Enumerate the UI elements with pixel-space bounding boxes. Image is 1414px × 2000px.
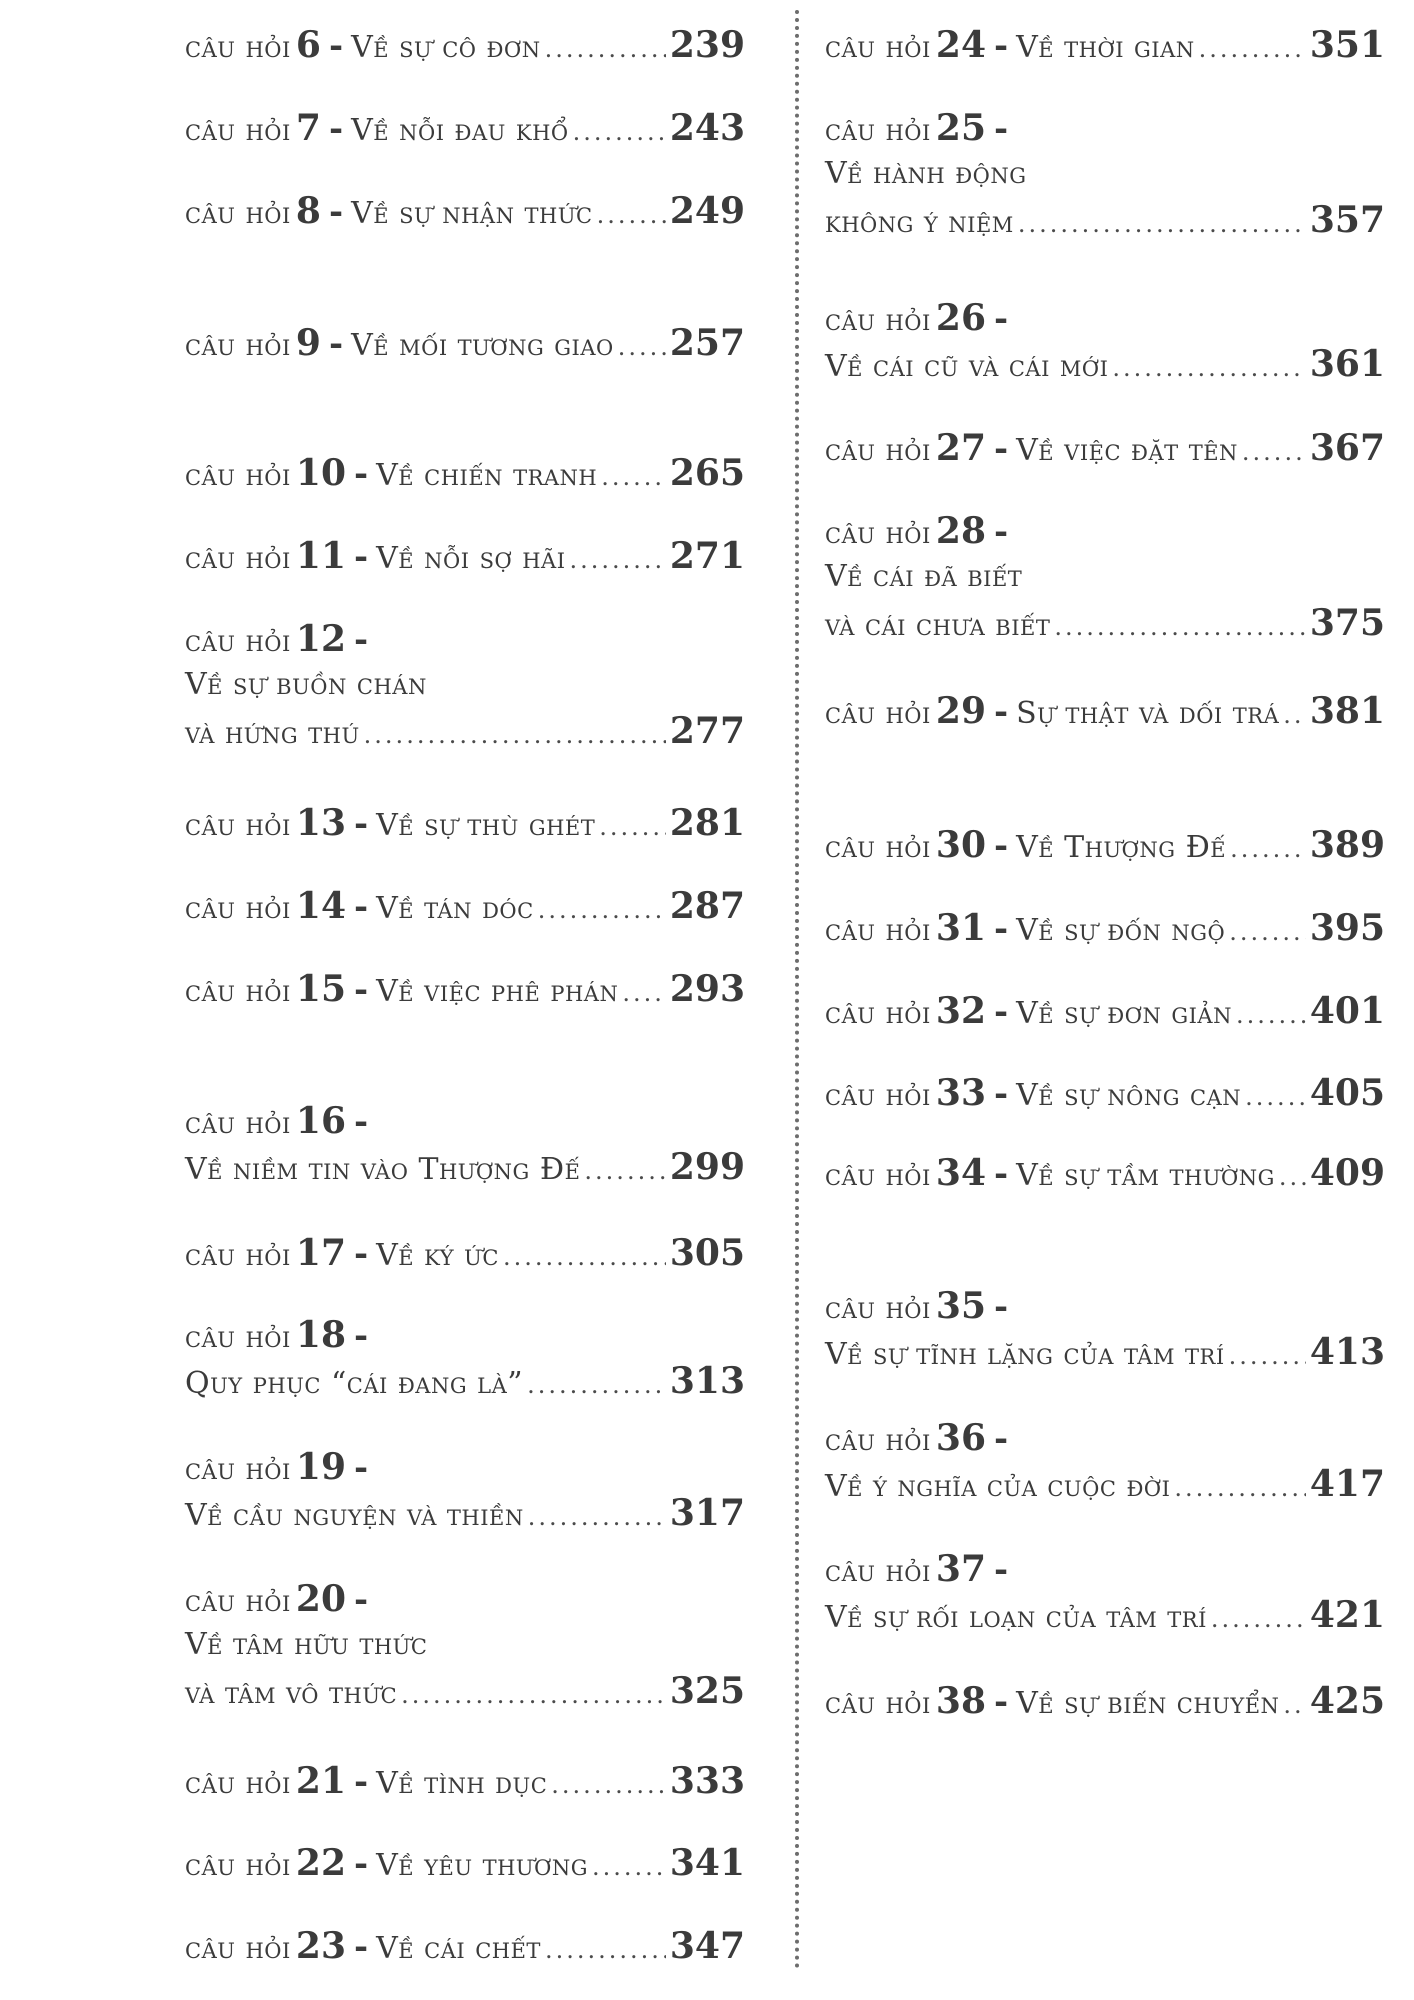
toc-entry[interactable] [825,905,1385,951]
toc-entry[interactable] [825,1150,1385,1196]
toc-entry-heading [185,616,745,662]
leader-dots [1242,429,1306,475]
toc-entry-heading [185,966,745,1012]
leader-dots [503,1234,666,1280]
separator: - [354,1316,369,1356]
toc-entry[interactable] [185,1230,745,1276]
toc-entry[interactable] [825,22,1385,68]
question-title: Về cái cũ và cái mới [825,349,1109,384]
leader-dots [618,324,666,370]
question-prefix: câu hỏi [825,1291,931,1326]
question-number: 19 [295,1446,346,1488]
question-title: Về cầu nguyện và thiền [185,1498,524,1533]
page-number: 249 [669,190,745,232]
question-title: và tâm vô thức [185,1676,398,1711]
leader-dots [570,537,666,583]
question-number: 38 [935,1680,986,1722]
separator: - [354,1448,369,1488]
question-title: Về sự cô đơn [351,30,541,65]
question-title-line1: Về cái đã biết [825,559,1023,594]
separator: - [354,1102,369,1142]
question-prefix: câu hỏi [825,913,931,948]
question-number: 22 [295,1842,346,1884]
question-number: 25 [935,107,986,149]
toc-entry[interactable] [185,1840,745,1886]
toc-entry[interactable] [185,188,745,234]
toc-entry[interactable] [825,988,1385,1034]
toc-entry[interactable] [185,320,745,366]
separator: - [354,1580,369,1620]
question-number: 34 [935,1152,986,1194]
toc-entry-heading [185,883,745,929]
question-title: Quy phục “cái đang là” [185,1366,524,1401]
separator: - [994,1074,1009,1114]
separator: - [994,1682,1009,1722]
toc-entry-title-line [185,1490,745,1536]
leader-dots [1174,1465,1305,1511]
leader-dots [528,1494,666,1540]
leader-dots [592,1844,666,1890]
question-number: 14 [295,885,346,927]
question-title: Về việc phê phán [376,974,619,1009]
question-number: 37 [935,1548,986,1590]
question-title: Về ý nghĩa của cuộc đời [825,1469,1171,1504]
leader-dots [601,454,666,500]
question-title: Về mối tương giao [351,328,614,363]
leader-dots [401,1672,666,1718]
question-prefix: câu hỏi [185,1238,291,1273]
separator: - [354,1927,369,1967]
question-title: Về niềm tin vào Thượng Đế [185,1152,581,1187]
question-number: 23 [295,1925,346,1967]
question-title: và cái chưa biết [825,608,1051,643]
toc-entry[interactable] [825,1070,1385,1116]
leader-dots [599,804,666,850]
toc-entry[interactable] [185,1576,745,1714]
question-title: Về sự rối loạn của tâm trí [825,1600,1207,1635]
toc-entry-title-line [825,197,1385,243]
toc-entry-heading [825,508,1385,554]
question-prefix: câu hỏi [825,113,931,148]
question-number: 18 [295,1314,346,1356]
toc-entry-heading [825,1070,1385,1116]
question-prefix: câu hỏi [825,1686,931,1721]
leader-dots [622,970,666,1016]
toc-entry[interactable] [185,105,745,151]
question-title: Về sự nhận thức [351,196,593,231]
page-number: 243 [669,107,745,149]
question-title: Về nỗi sợ hãi [376,541,566,576]
question-number: 27 [935,427,986,469]
question-title: và hứng thú [185,716,360,751]
toc-entry-heading [185,1576,745,1622]
question-number: 17 [295,1232,346,1274]
toc-entry-heading [825,1150,1385,1196]
leader-dots [1229,1333,1306,1379]
question-number: 33 [935,1072,986,1114]
question-prefix: câu hỏi [825,1078,931,1113]
page-number: 405 [1309,1072,1385,1114]
toc-entry-heading [825,425,1385,471]
question-title: Về sự đốn ngộ [1016,913,1226,948]
toc-entry-title-line [825,151,1385,197]
toc-entry-title-line [185,1144,745,1190]
question-prefix: câu hỏi [185,30,291,65]
separator: - [354,970,369,1010]
separator: - [354,887,369,927]
toc-entry[interactable] [825,1415,1385,1507]
toc-entry[interactable] [825,822,1385,868]
question-title-line1: Về tâm hữu thức [185,1627,428,1662]
separator: - [994,299,1009,339]
page-number: 351 [1309,24,1385,66]
separator: - [994,1154,1009,1194]
separator: - [328,324,344,364]
question-title: Về tán dóc [376,891,534,926]
toc-entry-heading [185,800,745,846]
toc-entry[interactable] [825,1678,1385,1724]
question-prefix: câu hỏi [825,1158,931,1193]
page-number: 409 [1309,1152,1385,1194]
separator: - [994,909,1009,949]
leader-dots [1199,26,1306,72]
question-prefix: câu hỏi [185,974,291,1009]
toc-entry-heading [185,188,745,234]
question-number: 15 [295,968,346,1010]
question-number: 7 [295,107,321,149]
page-number: 293 [669,968,745,1010]
question-number: 10 [295,452,346,494]
page-number: 425 [1309,1680,1385,1722]
question-title: Về yêu thương [376,1848,588,1883]
question-prefix: câu hỏi [185,1931,291,1966]
question-title: Về ký ức [376,1238,499,1273]
question-prefix: câu hỏi [185,624,291,659]
toc-entry-heading [185,1312,745,1358]
question-prefix: câu hỏi [825,996,931,1031]
toc-entry[interactable] [185,800,745,846]
question-number: 36 [935,1417,986,1459]
page-number: 417 [1309,1463,1385,1505]
leader-dots [538,887,666,933]
separator: - [354,1234,369,1274]
toc-entry-title-line [185,1668,745,1714]
question-title: Về sự thù ghét [376,808,596,843]
question-title: Về nỗi đau khổ [351,113,569,148]
question-prefix: câu hỏi [825,1423,931,1458]
separator: - [328,109,344,149]
question-prefix: câu hỏi [185,1766,291,1801]
separator: - [354,537,369,577]
toc-entry-heading [185,1840,745,1886]
question-prefix: câu hỏi [825,830,931,865]
page-number: 367 [1309,427,1385,469]
toc-entry-title-line [825,1461,1385,1507]
toc-entry-heading [825,295,1385,341]
separator: - [328,26,344,66]
separator: - [994,1419,1009,1459]
page-number: 375 [1309,602,1385,644]
page-number: 313 [669,1360,745,1402]
leader-dots [1236,992,1306,1038]
toc-entry[interactable] [185,883,745,929]
question-prefix: câu hỏi [825,696,931,731]
separator: - [994,1287,1009,1327]
page-number: 265 [669,452,745,494]
toc-entry-title-line [825,341,1385,387]
toc-entry-heading [825,905,1385,951]
toc-entry[interactable] [185,1923,745,1969]
toc-entry-title-line [185,708,745,754]
separator: - [994,1550,1009,1590]
separator: - [354,454,369,494]
question-prefix: câu hỏi [185,1106,291,1141]
question-title: Về cái chết [376,1931,541,1966]
leader-dots [1054,604,1305,650]
toc-entry[interactable] [185,1098,745,1190]
question-prefix: câu hỏi [185,196,291,231]
toc-entry-heading [185,1444,745,1490]
separator: - [354,1844,369,1884]
question-number: 28 [935,510,986,552]
toc-entry[interactable] [825,295,1385,387]
question-title-line1: Về sự buồn chán [185,667,427,702]
page-number: 281 [669,802,745,844]
page-number: 325 [669,1670,745,1712]
toc-entry-heading [825,1415,1385,1461]
leader-dots [551,1762,666,1808]
question-prefix: câu hỏi [185,328,291,363]
page-number: 305 [669,1232,745,1274]
leader-dots [1283,692,1306,738]
page-number: 257 [669,322,745,364]
question-prefix: câu hỏi [185,541,291,576]
question-number: 31 [935,907,986,949]
separator: - [354,620,369,660]
toc-entry[interactable] [185,1444,745,1536]
toc-entry[interactable] [825,1546,1385,1638]
question-number: 9 [295,322,321,364]
toc-entry-heading [185,533,745,579]
toc-entry-title-line [825,554,1385,600]
question-number: 16 [295,1100,346,1142]
question-number: 30 [935,824,986,866]
question-number: 24 [935,24,986,66]
question-number: 8 [295,190,321,232]
separator: - [354,804,369,844]
leader-dots [1211,1596,1306,1642]
toc-entry-heading [825,822,1385,868]
toc-entry-title-line [185,1358,745,1404]
toc-entry[interactable] [185,450,745,496]
toc-entry-heading [185,105,745,151]
question-number: 20 [295,1578,346,1620]
leader-dots [584,1148,665,1194]
question-prefix: câu hỏi [185,891,291,926]
toc-entry-heading [185,1923,745,1969]
page-number: 317 [669,1492,745,1534]
toc-entry[interactable] [185,966,745,1012]
page-number: 413 [1309,1331,1385,1373]
toc-entry-heading [825,1283,1385,1329]
question-title: không ý niệm [825,205,1014,240]
toc-entry[interactable] [185,1312,745,1404]
separator: - [994,992,1009,1032]
page-number: 287 [669,885,745,927]
question-prefix: câu hỏi [185,458,291,493]
leader-dots [545,1927,666,1973]
question-title: Về sự tĩnh lặng của tâm trí [825,1337,1225,1372]
question-title: Về thời gian [1016,30,1195,65]
leader-dots [1230,826,1306,872]
question-prefix: câu hỏi [185,113,291,148]
separator: - [994,692,1009,732]
question-number: 32 [935,990,986,1032]
question-number: 6 [295,24,321,66]
separator: - [994,109,1009,149]
page-number: 299 [669,1146,745,1188]
page-number: 239 [669,24,745,66]
leader-dots [364,712,666,758]
page-number: 341 [669,1842,745,1884]
toc-entry-heading [825,1546,1385,1592]
separator: - [994,826,1009,866]
question-number: 26 [935,297,986,339]
question-prefix: câu hỏi [825,433,931,468]
leader-dots [545,26,666,72]
toc-entry-heading [185,1758,745,1804]
question-number: 35 [935,1285,986,1327]
toc-entry-heading [185,22,745,68]
toc-entry-heading [825,105,1385,151]
toc-entry-heading [825,1678,1385,1724]
page-number: 361 [1309,343,1385,385]
separator: - [354,1762,369,1802]
question-prefix: câu hỏi [185,1848,291,1883]
toc-entry[interactable] [825,1283,1385,1375]
question-prefix: câu hỏi [825,30,931,65]
question-number: 12 [295,618,346,660]
question-number: 29 [935,690,986,732]
question-title: Về Thượng Đế [1016,830,1227,865]
page-number: 333 [669,1760,745,1802]
toc-entry-title-line [825,600,1385,646]
leader-dots [1245,1074,1306,1120]
page-number: 389 [1309,824,1385,866]
toc-entry[interactable] [185,1758,745,1804]
toc-entry-title-line [825,1592,1385,1638]
page-number: 421 [1309,1594,1385,1636]
toc-entry[interactable] [825,688,1385,734]
question-prefix: câu hỏi [825,516,931,551]
toc-entry-heading [185,1098,745,1144]
separator: - [994,512,1009,552]
question-title: Về sự biến chuyển [1016,1686,1280,1721]
page-number: 381 [1309,690,1385,732]
toc-entry[interactable] [825,508,1385,646]
separator: - [994,26,1009,66]
toc-entry-heading [185,450,745,496]
toc-entry-heading [185,1230,745,1276]
question-title: Về sự nông cạn [1016,1078,1242,1113]
question-prefix: câu hỏi [185,1452,291,1487]
page-number: 277 [669,710,745,752]
question-title: Về chiến tranh [376,458,598,493]
toc-entry-title-line [185,662,745,708]
leader-dots [1112,345,1305,391]
question-number: 11 [295,535,346,577]
toc-entry[interactable] [825,105,1385,243]
toc-entry-heading [825,988,1385,1034]
leader-dots [1229,909,1306,955]
question-title: Về sự tầm thường [1016,1158,1275,1193]
column-divider [795,10,799,1970]
leader-dots [527,1362,666,1408]
separator: - [994,429,1009,469]
question-prefix: câu hỏi [185,808,291,843]
page-number: 347 [669,1925,745,1967]
toc-entry-title-line [825,1329,1385,1375]
leader-dots [1018,201,1306,247]
question-title: Về tình dục [376,1766,548,1801]
page-number: 395 [1309,907,1385,949]
toc-entry[interactable] [185,533,745,579]
question-title: Sự thật và dối trá [1016,696,1280,731]
page-number: 401 [1309,990,1385,1032]
page-number: 271 [669,535,745,577]
question-prefix: câu hỏi [185,1584,291,1619]
question-prefix: câu hỏi [185,1320,291,1355]
separator: - [328,192,344,232]
leader-dots [1283,1682,1305,1728]
question-title: Về việc đặt tên [1016,433,1238,468]
toc-entry-heading [825,688,1385,734]
leader-dots [573,109,666,155]
leader-dots [1279,1154,1306,1200]
toc-entry-heading [825,22,1385,68]
toc-entry[interactable] [825,425,1385,471]
leader-dots [597,192,666,238]
question-number: 13 [295,802,346,844]
question-title-line1: Về hành động [825,156,1027,191]
toc-entry-title-line [185,1622,745,1668]
page-number: 357 [1309,199,1385,241]
question-number: 21 [295,1760,346,1802]
toc-entry-heading [185,320,745,366]
toc-entry[interactable] [185,22,745,68]
question-prefix: câu hỏi [825,1554,931,1589]
toc-entry[interactable] [185,616,745,754]
question-prefix: câu hỏi [825,303,931,338]
question-title: Về sự đơn giản [1016,996,1232,1031]
